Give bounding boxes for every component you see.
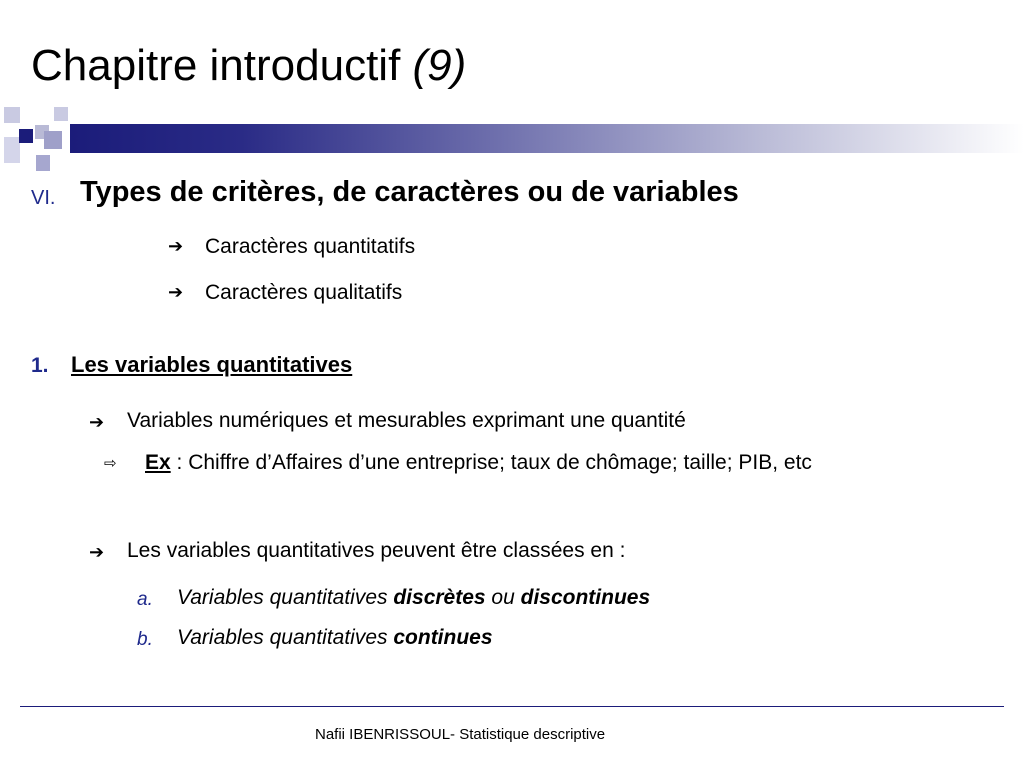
deco-square-light-left — [4, 137, 20, 163]
item-a-bold1: discrètes — [393, 586, 486, 609]
example-label: Ex — [145, 451, 171, 474]
bullet-qualitative: Caractères qualitatifs — [205, 281, 403, 304]
example-line — [145, 451, 812, 475]
deco-square-light-topright — [54, 107, 68, 121]
title-number: (9) — [412, 41, 467, 90]
hollow-arrow-icon: ⇨ — [104, 455, 117, 472]
item-marker-a: a. — [137, 589, 153, 610]
point-classification: Les variables quantitatives peuvent être classées en : — [127, 539, 626, 562]
footer-text: Nafii IBENRISSOUL- Statistique descriptive — [315, 726, 606, 743]
item-continuous — [177, 626, 493, 650]
item-a-bold2: discontinues — [520, 586, 651, 609]
arrow-right-icon: ➔ — [89, 542, 105, 562]
section-heading: Types de critères, de caractères ou de variables — [80, 176, 739, 208]
subsection-number: 1. — [31, 354, 49, 377]
header-gradient-bar — [70, 124, 1024, 153]
footer-divider — [20, 706, 1004, 707]
slide-title — [31, 38, 466, 94]
title-text: Chapitre introductif — [31, 41, 401, 90]
item-b-prefix: Variables quantitatives — [177, 626, 394, 649]
deco-square-mid — [44, 131, 62, 149]
item-b-bold1: continues — [393, 626, 493, 649]
point-numeric-measurable: Variables numériques et mesurables exprimant une quantité — [127, 409, 686, 432]
section-numeral: VI. — [31, 187, 56, 209]
example-text: : Chiffre d’Affaires d’une entreprise; taux de chômage; taille; PIB, etc — [170, 451, 812, 474]
deco-square-light-topleft — [4, 107, 20, 123]
item-a-middle: ou — [485, 586, 521, 609]
deco-square-bottom — [36, 155, 50, 171]
arrow-right-icon: ➔ — [168, 236, 184, 256]
deco-square-dark — [19, 129, 33, 143]
subsection-heading: Les variables quantitatives — [71, 352, 353, 377]
item-a-prefix: Variables quantitatives — [177, 586, 394, 609]
item-discrete — [177, 586, 650, 610]
arrow-right-icon: ➔ — [89, 412, 105, 432]
arrow-right-icon: ➔ — [168, 282, 184, 302]
item-marker-b: b. — [137, 629, 153, 650]
bullet-quantitative: Caractères quantitatifs — [205, 235, 416, 258]
